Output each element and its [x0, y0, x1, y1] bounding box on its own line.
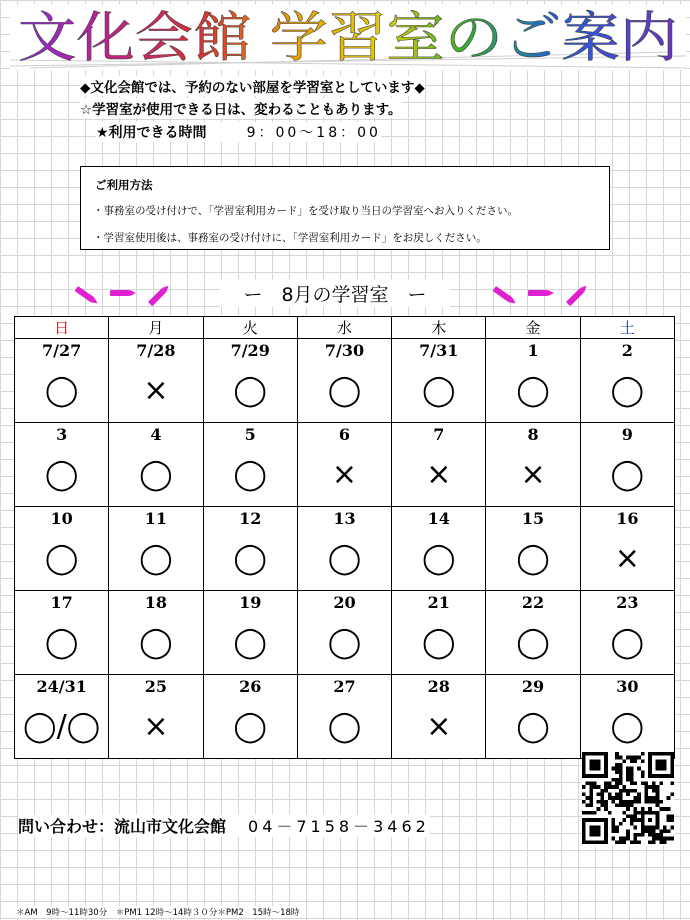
availability-mark: ◯ [580, 444, 674, 507]
date-cell: 29 [486, 675, 580, 697]
intro-line-2: ☆学習室が使用できる日は、変わることもあります。 [80, 98, 402, 118]
date-cell: 23 [580, 591, 674, 613]
availability-mark: ◯ [203, 360, 297, 423]
availability-row [15, 612, 675, 675]
availability-mark: ◯ [203, 444, 297, 507]
date-row [15, 423, 675, 445]
date-cell: 22 [486, 591, 580, 613]
availability-mark: × [486, 444, 580, 507]
availability-mark: ◯ [486, 696, 580, 759]
weekday-wed: 水 [297, 317, 391, 339]
availability-mark: ◯ [580, 612, 674, 675]
date-cell: 1 [486, 339, 580, 361]
date-cell: 25 [109, 675, 203, 697]
pencil-decoration-left [70, 278, 170, 308]
date-cell: 5 [203, 423, 297, 445]
weekday-thu: 木 [392, 317, 486, 339]
availability-row [15, 360, 675, 423]
availability-row [15, 696, 675, 759]
contact-phone: 04－7158－3462 [248, 817, 430, 836]
date-cell: 8 [486, 423, 580, 445]
availability-mark: ◯ [203, 612, 297, 675]
date-cell: 7 [392, 423, 486, 445]
availability-mark: ◯ [486, 360, 580, 423]
availability-mark: × [580, 528, 674, 591]
date-cell: 2 [580, 339, 674, 361]
date-cell: 12 [203, 507, 297, 529]
date-cell: 28 [392, 675, 486, 697]
weekday-fri: 金 [486, 317, 580, 339]
date-cell: 9 [580, 423, 674, 445]
usage-item-2: ・学習室使用後は、事務室の受け付けに、「学習室利用カード」をお戻しください。 [93, 232, 487, 244]
availability-mark: ◯ [15, 360, 109, 423]
date-cell: 19 [203, 591, 297, 613]
date-cell: 18 [109, 591, 203, 613]
date-cell: 7/28 [109, 339, 203, 361]
availability-mark: × [392, 696, 486, 759]
date-cell: 10 [15, 507, 109, 529]
date-cell: 13 [297, 507, 391, 529]
date-cell: 21 [392, 591, 486, 613]
month-header [70, 276, 590, 308]
usage-heading: ご利用方法 [95, 178, 153, 192]
availability-mark: ◯ [15, 528, 109, 591]
month-title: ー 8月の学習室 ー [220, 280, 450, 307]
availability-mark: ◯ [109, 528, 203, 591]
page-title-text: 文化会館 学習室のご案内 [18, 6, 678, 69]
availability-mark: ◯ [297, 360, 391, 423]
hours-row [96, 122, 381, 142]
weekday-mon: 月 [109, 317, 203, 339]
contact-info [18, 814, 430, 837]
availability-mark: ◯ [15, 612, 109, 675]
hours-value: 9：00～18：00 [246, 125, 381, 141]
weekday-header-row [15, 317, 675, 339]
availability-mark: ◯ [392, 528, 486, 591]
calendar-body [15, 339, 675, 759]
date-row [15, 591, 675, 613]
availability-mark: ◯ [392, 360, 486, 423]
availability-row [15, 444, 675, 507]
availability-mark: ◯ [15, 444, 109, 507]
availability-mark: ◯ [486, 528, 580, 591]
usage-box [80, 166, 610, 250]
footnote: ＊AM 9時～11時30分 ＊PM1 12時～14時３０分＊PM2 15時～18時 [16, 908, 300, 918]
weekday-tue: 火 [203, 317, 297, 339]
date-cell: 27 [297, 675, 391, 697]
availability-mark: ◯ [392, 612, 486, 675]
date-cell: 7/29 [203, 339, 297, 361]
date-row [15, 507, 675, 529]
date-cell: 3 [15, 423, 109, 445]
availability-mark: ◯ [580, 696, 674, 759]
availability-mark: ◯ [486, 612, 580, 675]
date-cell: 15 [486, 507, 580, 529]
date-cell: 26 [203, 675, 297, 697]
intro-line-1: ◆文化会館では、予約のない部屋を学習室としています◆ [80, 76, 425, 96]
date-cell: 30 [580, 675, 674, 697]
date-cell: 20 [297, 591, 391, 613]
availability-mark: × [392, 444, 486, 507]
calendar-table [14, 316, 675, 759]
date-row [15, 675, 675, 697]
date-cell: 16 [580, 507, 674, 529]
date-cell: 11 [109, 507, 203, 529]
date-cell: 6 [297, 423, 391, 445]
availability-mark: ◯/◯ [15, 696, 109, 759]
weekday-sat: 土 [580, 317, 674, 339]
qr-code [582, 750, 674, 846]
availability-mark: ◯ [203, 528, 297, 591]
availability-mark: ◯ [109, 444, 203, 507]
page-title [10, 4, 686, 70]
availability-mark: × [297, 444, 391, 507]
availability-mark: ◯ [580, 360, 674, 423]
availability-mark: × [109, 696, 203, 759]
usage-item-1: ・事務室の受け付けで、「学習室利用カード」を受け取り当日の学習室へお入りください。 [93, 205, 519, 217]
availability-mark: ◯ [109, 612, 203, 675]
contact-label: 問い合わせ：流山市文化会館 [18, 817, 227, 836]
availability-mark: ◯ [297, 528, 391, 591]
availability-row [15, 528, 675, 591]
date-cell: 14 [392, 507, 486, 529]
availability-mark: ◯ [203, 696, 297, 759]
weekday-sun: 日 [15, 317, 109, 339]
date-cell: 4 [109, 423, 203, 445]
date-cell: 17 [15, 591, 109, 613]
availability-mark: ◯ [297, 612, 391, 675]
pencil-decoration-right [488, 278, 588, 308]
date-cell: 24/31 [15, 675, 109, 697]
date-cell: 7/27 [15, 339, 109, 361]
availability-mark: × [109, 360, 203, 423]
hours-label: ★利用できる時間 [96, 125, 207, 141]
availability-mark: ◯ [297, 696, 391, 759]
date-cell: 7/30 [297, 339, 391, 361]
date-cell: 7/31 [392, 339, 486, 361]
date-row [15, 339, 675, 361]
